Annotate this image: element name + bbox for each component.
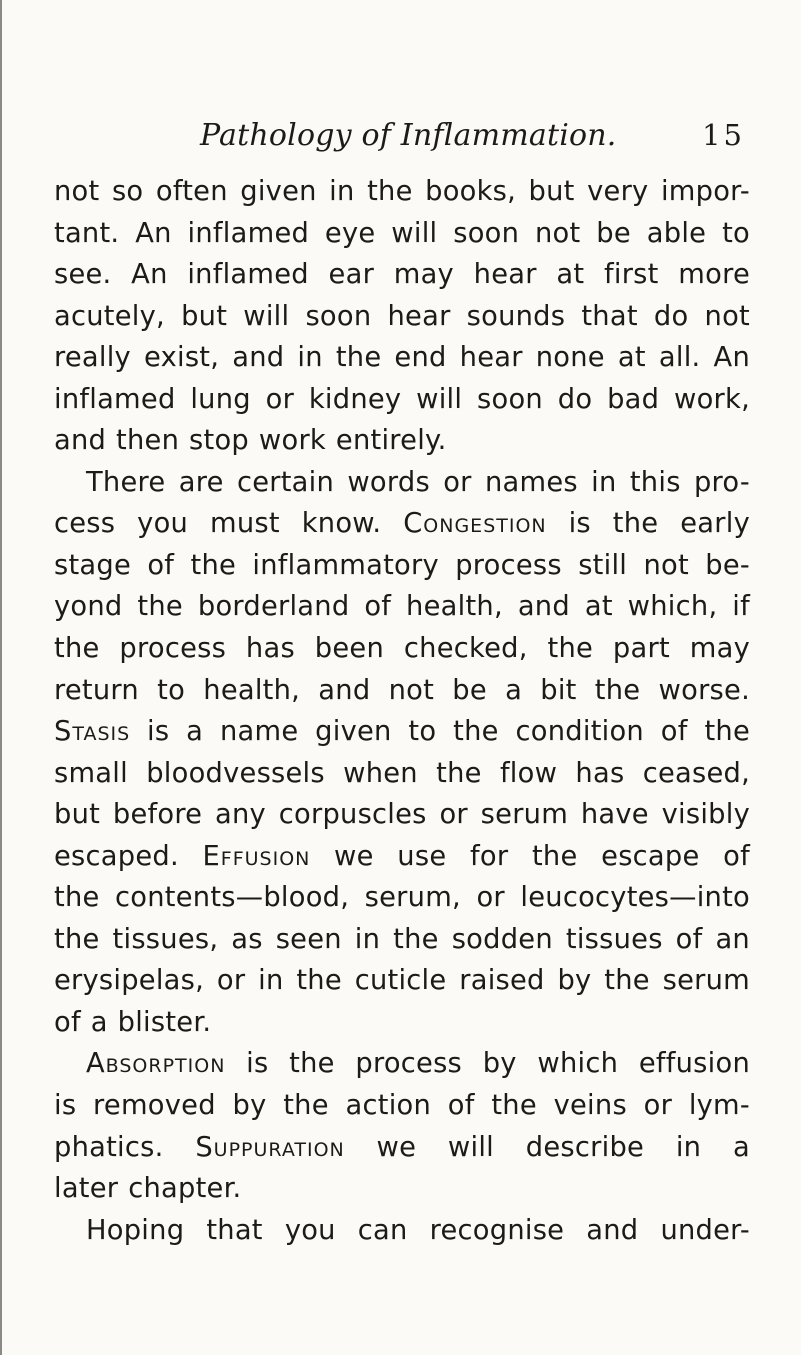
text-segment: the tissues, as seen in the sodden tissues of an (54, 923, 750, 955)
text-line (54, 1002, 750, 1044)
text-segment: Hoping that you can recognise and under- (86, 1214, 750, 1246)
text-line (54, 670, 750, 712)
text-line (54, 171, 750, 213)
text-line (54, 1043, 750, 1085)
text-line (54, 836, 750, 878)
text-line (54, 337, 750, 379)
body-text (54, 171, 750, 1251)
text-segment: There are certain words or names in this pro- (86, 466, 750, 498)
text-line (54, 586, 750, 628)
text-segment: inflamed lung or kidney will soon do bad work, (54, 383, 750, 415)
term-suppuration: Suppuration (195, 1131, 345, 1163)
text-segment: tant. An inflamed eye will soon not be able to (54, 217, 750, 249)
running-head (200, 118, 745, 168)
text-line (54, 503, 750, 545)
text-line (54, 254, 750, 296)
text-segment: but before any corpuscles or serum have visibly (54, 799, 750, 831)
text-segment: and then stop work entirely. (54, 425, 447, 457)
text-segment: really exist, and in the end hear none at all. An (54, 342, 750, 374)
text-segment: not so often given in the books, but very impor- (54, 176, 750, 207)
text-line (54, 1127, 750, 1169)
text-line (54, 919, 750, 961)
text-segment: we use for the escape of (310, 840, 750, 872)
text-segment: is a name given to the condition of the (130, 716, 750, 748)
text-line (54, 794, 750, 836)
text-segment: return to health, and not be a bit the worse. (54, 674, 750, 706)
text-line (54, 545, 750, 587)
text-line (54, 420, 750, 462)
text-line (54, 213, 750, 255)
term-absorption: Absorption (86, 1048, 226, 1080)
text-segment: escaped. (54, 840, 203, 872)
text-line (54, 628, 750, 670)
text-segment: the contents—blood, serum, or leucocytes—into (54, 882, 750, 914)
term-congestion: Congestion (403, 508, 547, 540)
text-segment: small bloodvessels when the flow has ceased, (54, 757, 750, 789)
text-line (54, 711, 750, 753)
running-title: Pathology of Inflammation. (200, 118, 617, 153)
text-segment: phatics. (54, 1131, 196, 1163)
text-segment: is the process by which effusion (225, 1048, 750, 1080)
text-segment: cess you must know. (54, 508, 404, 540)
text-segment: later chapter. (54, 1173, 242, 1205)
text-segment: see. An inflamed ear may hear at first more (54, 259, 750, 291)
text-line (54, 462, 750, 504)
text-line (54, 1168, 750, 1210)
text-segment: is removed by the action of the veins or lym- (54, 1090, 750, 1122)
text-line (54, 960, 750, 1002)
text-line (54, 296, 750, 338)
text-line (54, 1210, 750, 1252)
text-line (54, 877, 750, 919)
text-line (54, 753, 750, 795)
text-segment: is the early (546, 508, 750, 540)
text-segment: we will describe in a (344, 1131, 750, 1163)
text-line (54, 379, 750, 421)
page-left-edge (0, 0, 2, 1355)
text-line (54, 1085, 750, 1127)
term-effusion: Effusion (202, 840, 311, 872)
text-segment: of a blister. (54, 1006, 212, 1038)
text-segment: the process has been checked, the part may (54, 633, 750, 665)
page-number: 15 (702, 118, 745, 152)
text-segment: stage of the inflammatory process still not be- (54, 549, 750, 581)
text-segment: yond the borderland of health, and at which, if (54, 591, 750, 623)
text-segment: acutely, but will soon hear sounds that do not (54, 300, 750, 332)
term-stasis: Stasis (54, 716, 131, 748)
text-segment: erysipelas, or in the cuticle raised by the serum (54, 965, 750, 997)
